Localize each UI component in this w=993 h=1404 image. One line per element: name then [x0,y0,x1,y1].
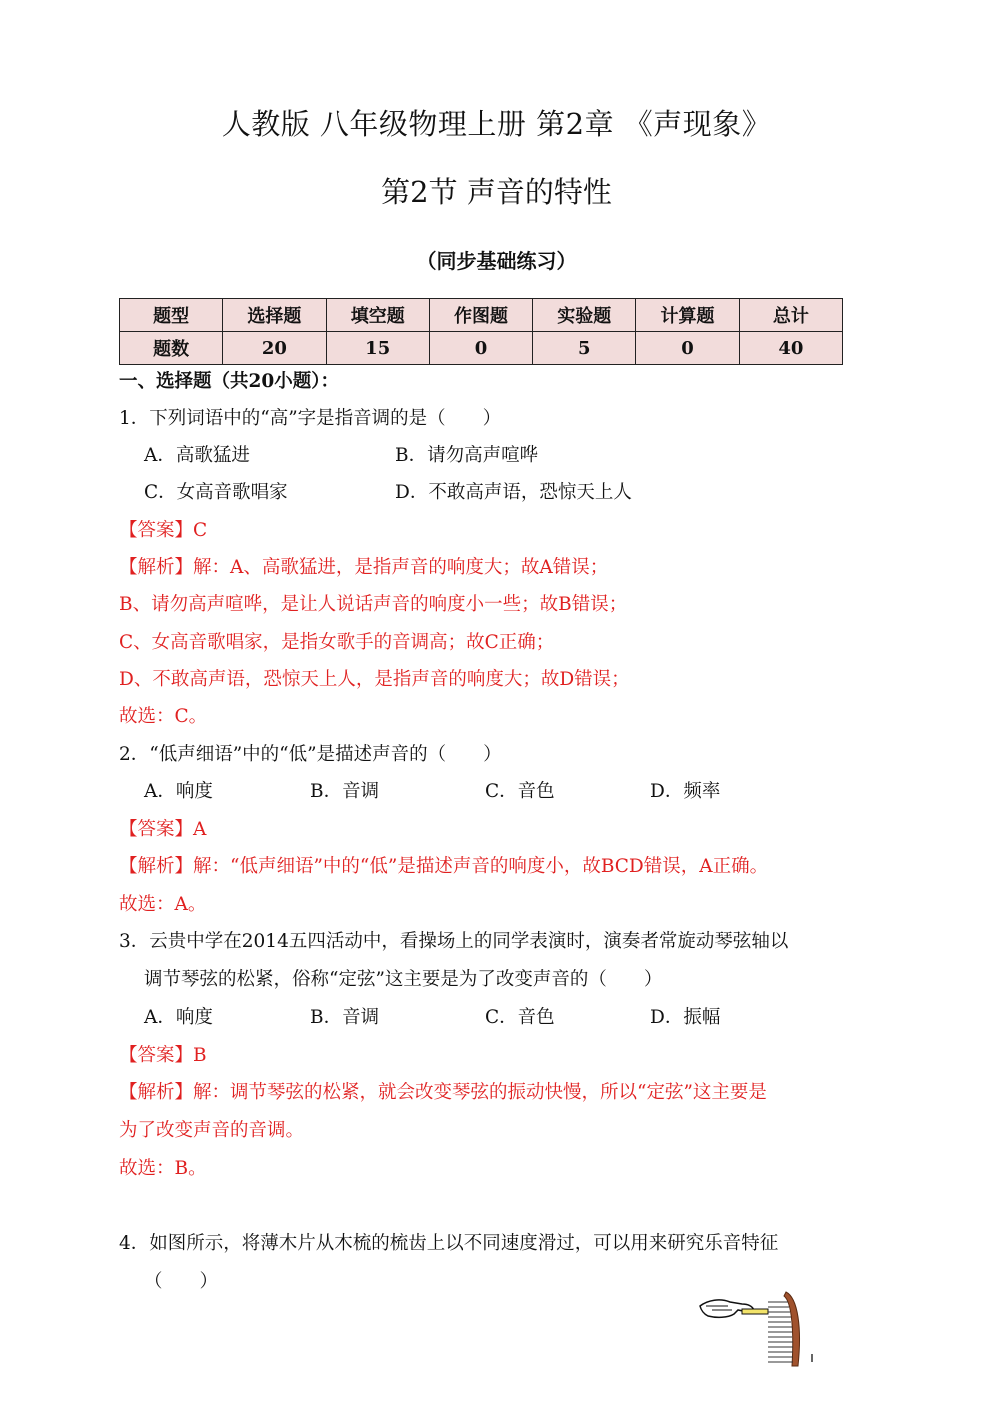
q1-stem: 1．下列词语中的“高”字是指音调的是（ ） [119,408,502,429]
document-title: 人教版 八年级物理上册 第2章 《声现象》 [221,107,772,141]
q1-analysis-line: B、请勿高声喧哗，是让人说话声音的响度小一些；故B错误； [119,594,628,615]
table-cell: 作图题 [429,299,532,332]
q1-analysis-line: 【解析】解：A、高歌猛进，是指声音的响度大；故A错误； [119,557,609,578]
q3-analysis-line: 【解析】解：调节琴弦的松紧，就会改变琴弦的振动快慢，所以“定弦”这主要是 [119,1082,767,1103]
q2-answer: 【答案】A [119,819,207,840]
q3-option-d: D．振幅 [650,1007,721,1028]
q4-stem-cont: （ ） [144,1271,219,1292]
q1-answer: 【答案】C [119,520,208,541]
section-heading: 一、选择题（共20小题）： [119,371,339,392]
table-row [120,332,843,365]
table-cell: 0 [636,332,739,365]
table-cell: 题数 [120,332,223,365]
table-cell: 20 [223,332,326,365]
q1-choice: 故选：C。 [119,706,208,727]
table-cell: 5 [533,332,636,365]
q3-answer: 【答案】B [119,1045,207,1066]
q2-stem: 2．“低声细语”中的“低”是描述声音的（ ） [119,744,502,765]
table-cell: 填空题 [326,299,429,332]
comb-figure [698,1288,824,1374]
q3-option-c: C．音色 [485,1007,555,1028]
q2-option-c: C．音色 [485,781,555,802]
q3-analysis-line: 为了改变声音的音调。 [119,1120,305,1141]
table-cell: 总计 [739,299,842,332]
q3-stem: 3．云贵中学在2014五四活动中，看操场上的同学表演时，演奏者常旋动琴弦轴以 [119,931,789,952]
q2-analysis-line: 【解析】解：“低声细语”中的“低”是描述声音的响度小，故BCD错误，A正确。 [119,856,769,877]
q3-option-b: B．音调 [310,1007,380,1028]
q2-choice: 故选：A。 [119,894,207,915]
q3-stem-cont: 调节琴弦的松紧，俗称“定弦”这主要是为了改变声音的（ ） [144,969,663,990]
table-row [120,299,843,332]
table-cell: 0 [429,332,532,365]
q4-stem: 4．如图所示，将薄木片从木梳的梳齿上以不同速度滑过，可以用来研究乐音特征 [119,1233,779,1254]
table-cell: 实验题 [533,299,636,332]
q2-option-b: B．音调 [310,781,380,802]
q2-option-a: A．响度 [144,781,213,802]
summary-table [119,298,843,365]
table-cell: 选择题 [223,299,326,332]
q1-option-d: D．不敢高声语，恐惊天上人 [395,482,632,503]
q1-option-b: B．请勿高声喧哗 [395,445,539,466]
q1-analysis-line: C、女高音歌唱家，是指女歌手的音调高；故C正确； [119,632,555,653]
table-cell: 计算题 [636,299,739,332]
q1-option-c: C．女高音歌唱家 [144,482,288,503]
q3-option-a: A．响度 [144,1007,213,1028]
table-cell: 40 [739,332,842,365]
q1-option-a: A．高歌猛进 [144,445,250,466]
q3-choice: 故选：B。 [119,1158,207,1179]
q1-analysis-line: D、不敢高声语，恐惊天上人，是指声音的响度大；故D错误； [119,669,630,690]
q2-option-d: D．频率 [650,781,721,802]
subtitle: （同步基础练习） [416,249,577,273]
table-cell: 题型 [120,299,223,332]
table-cell: 15 [326,332,429,365]
section-title: 第2节 声音的特性 [381,175,612,209]
